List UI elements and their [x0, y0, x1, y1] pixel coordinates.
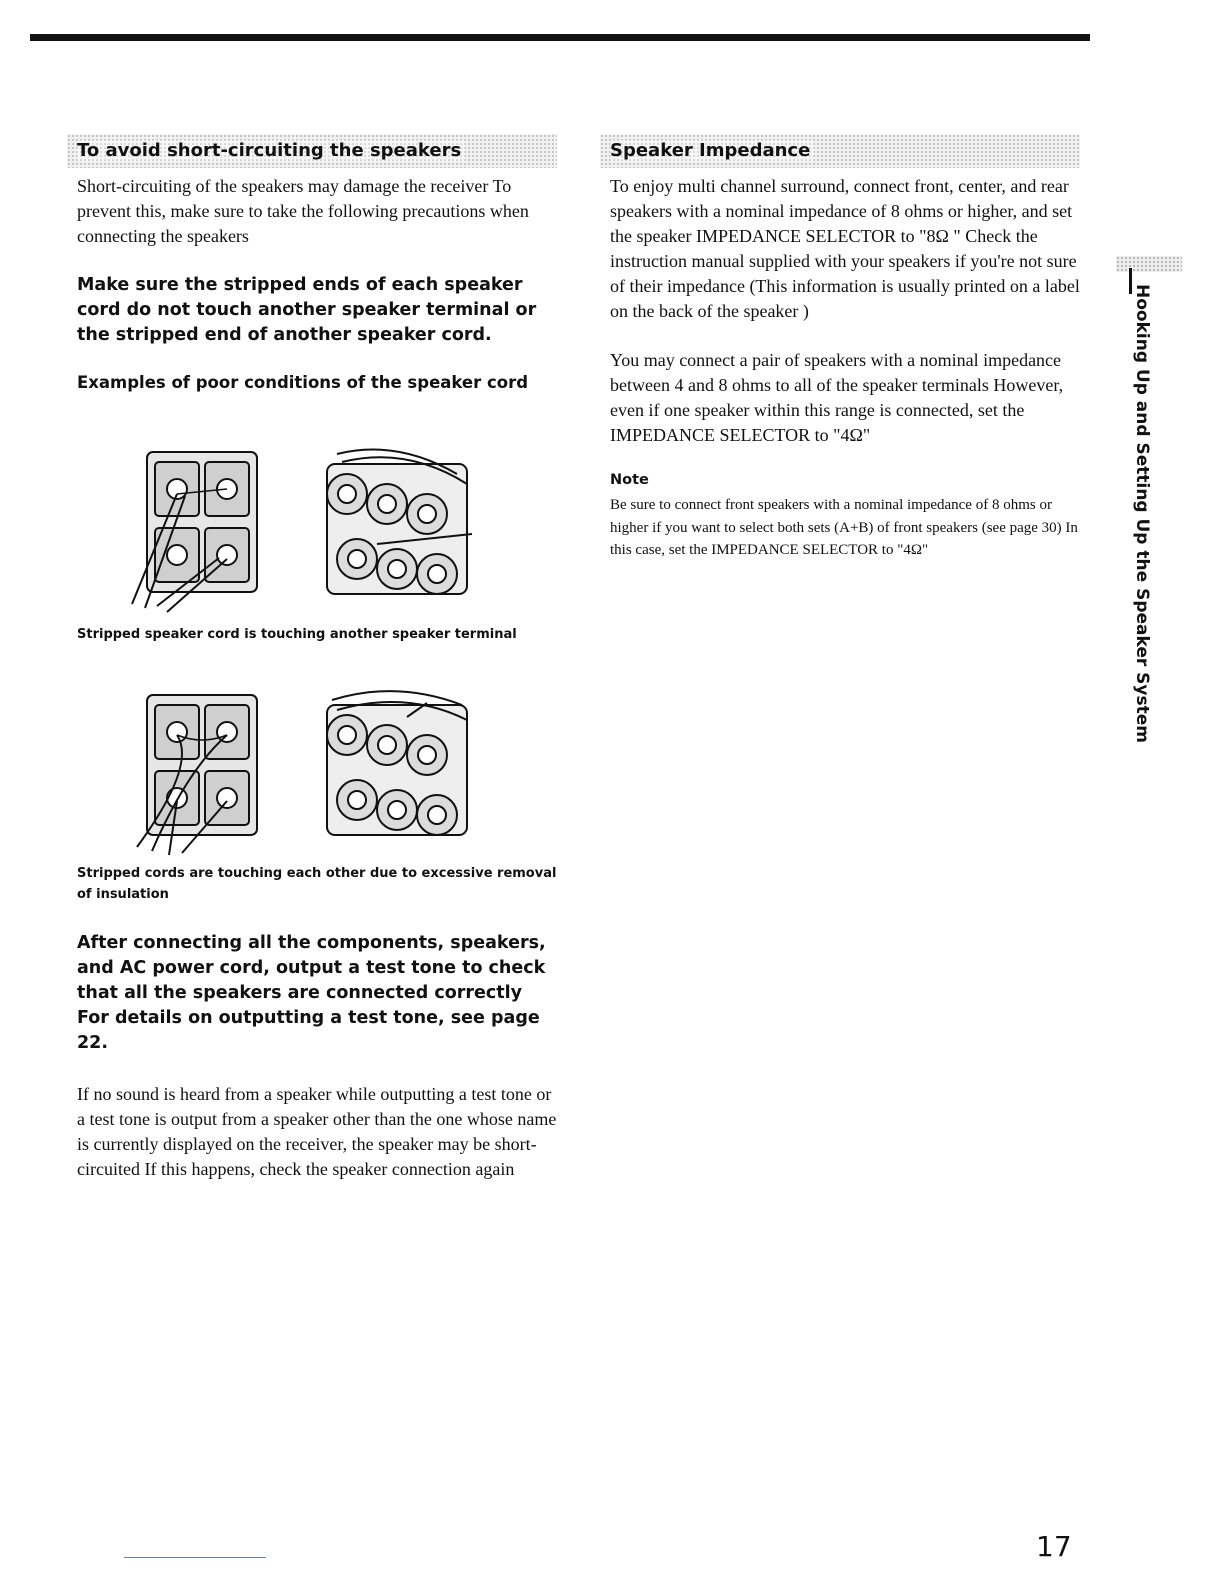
page-number: 17	[1036, 1530, 1072, 1563]
binding-posts-illustration	[327, 691, 467, 835]
section-heading-impedance: Speaker Impedance	[600, 134, 1080, 168]
examples-heading: Examples of poor conditions of the speaker cord	[77, 373, 529, 392]
note-text: Be sure to connect front speakers with a nominal impedance of 8 ohms or higher if you want to select both sets (A+B) of front speakers (see page 30) In this case, set the IMPEDANCE SELECTOR to "4Ω"	[610, 497, 1078, 558]
terminal-block-illustration	[137, 695, 257, 855]
side-tab-label: Hooking Up and Setting Up the Speaker System	[1132, 284, 1152, 743]
binding-posts-illustration	[327, 450, 472, 595]
figure-caption-2: Stripped cords are touching each other due to excessive removal of insulation	[77, 866, 557, 902]
no-sound-paragraph: If no sound is heard from a speaker while outputting a test tone or a test tone is output from a speaker other than the one whose name is currently displayed on the receiver, the speaker may be short-circuited If this happens, check the speaker connection again	[77, 1084, 557, 1179]
after-connecting-paragraph: After connecting all the components, speakers, and AC power cord, output a test tone to check that all the speakers are connected correctly For details on outputting a test tone, see page 22.	[77, 933, 546, 1053]
impedance-paragraph-1: To enjoy multi channel surround, connect front, center, and rear speakers with a nominal impedance of 8 ohms or higher, and set the speaker IMPEDANCE SELECTOR to "8Ω " Check the instruction manual supplied with your speakers if you're not sure of their impedance (This information is usually printed on a label on the back of the speaker )	[610, 176, 1080, 321]
right-column	[610, 134, 1090, 562]
intro-paragraph: Short-circuiting of the speakers may damage the receiver To prevent this, make sure to take the following precautions when connecting the speakers	[77, 176, 529, 246]
figure-caption-1: Stripped speaker cord is touching another speaker terminal	[77, 627, 517, 642]
top-rule	[30, 34, 1090, 41]
warning-paragraph: Make sure the stripped ends of each speaker cord do not touch another speaker terminal or the stripped end of another speaker cord.	[77, 275, 537, 345]
side-tab-marker	[1116, 256, 1182, 272]
figure-cord-touching-terminal	[77, 434, 547, 624]
impedance-paragraph-2: You may connect a pair of speakers with a nominal impedance between 4 and 8 ohms to all of the speaker terminals However, even if one speaker within this range is connected, set the IMPEDANCE SELECTOR to "4Ω"	[610, 350, 1064, 445]
left-column	[77, 134, 557, 1182]
figure-cords-touching-each-other	[77, 675, 547, 863]
terminal-block-illustration	[132, 452, 257, 612]
note-heading: Note	[610, 472, 649, 488]
section-heading-short-circuit: To avoid short-circuiting the speakers	[67, 134, 557, 168]
bottom-rule	[124, 1557, 266, 1558]
